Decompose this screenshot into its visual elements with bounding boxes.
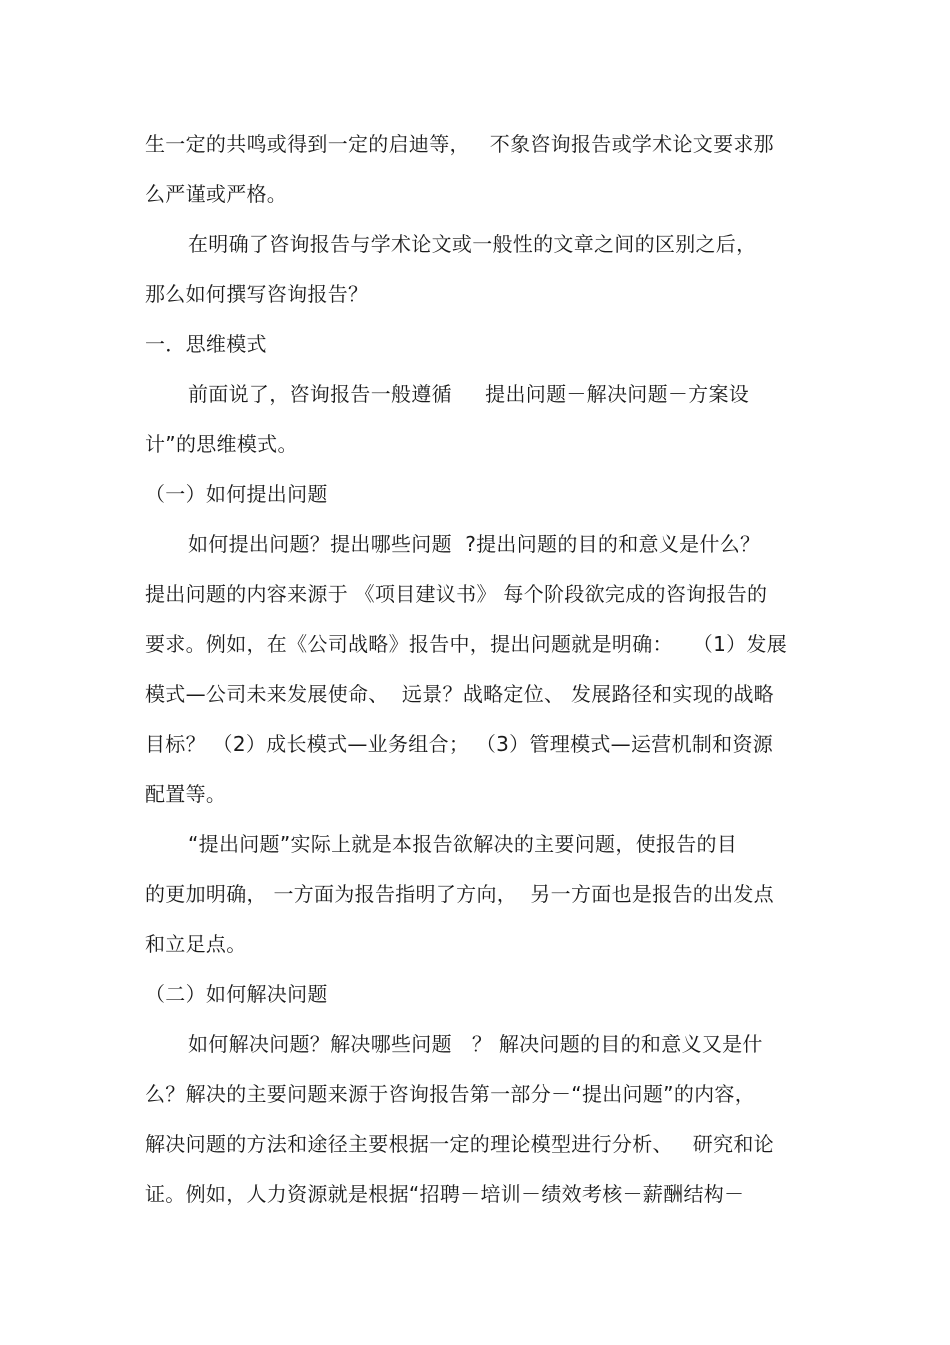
text-line: 目标？ （2）成长模式—业务组合； （3）管理模式—运营机制和资源: [145, 732, 774, 756]
text-line: 么严谨或严格。: [145, 182, 288, 206]
text-line: 在明确了咨询报告与学术论文或一般性的文章之间的区别之后，: [188, 232, 757, 256]
text-line: 的更加明确， 一方面为报告指明了方向， 另一方面也是报告的出发点: [145, 882, 774, 906]
text-line: 如何解决问题？解决哪些问题 ？ 解决问题的目的和意义又是什: [188, 1032, 763, 1056]
text-line: 前面说了，咨询报告一般遵循 提出问题－解决问题－方案设: [188, 382, 750, 406]
subsection-heading: （一）如何提出问题: [145, 482, 328, 506]
text-line: 解决问题的方法和途径主要根据一定的理论模型进行分析、 研究和论: [145, 1132, 774, 1156]
text-line: 生一定的共鸣或得到一定的启迪等， 不象咨询报告或学术论文要求那: [145, 132, 774, 156]
text-line: 提出问题的内容来源于 《项目建议书》 每个阶段欲完成的咨询报告的: [145, 582, 768, 606]
section-heading: 一．思维模式: [145, 332, 267, 356]
text-line: 配置等。: [145, 782, 227, 806]
text-line: 要求。例如，在《公司战略》报告中，提出问题就是明确： （1）发展: [145, 632, 787, 656]
text-line: “提出问题”实际上就是本报告欲解决的主要问题，使报告的目: [188, 832, 738, 856]
text-line: 么？解决的主要问题来源于咨询报告第一部分－“提出问题”的内容，: [145, 1082, 756, 1106]
text-line: 如何提出问题？提出哪些问题 ?提出问题的目的和意义是什么？: [188, 532, 761, 556]
text-line: 和立足点。: [145, 932, 247, 956]
text-line: 那么如何撰写咨询报告？: [145, 282, 369, 306]
text-line: 证。例如，人力资源就是根据“招聘－培训－绩效考核－薪酬结构－: [145, 1182, 745, 1206]
text-line: 模式—公司未来发展使命、 远景？战略定位、 发展路径和实现的战略: [145, 682, 774, 706]
text-line: 计”的思维模式。: [145, 432, 298, 456]
subsection-heading: （二）如何解决问题: [145, 982, 328, 1006]
